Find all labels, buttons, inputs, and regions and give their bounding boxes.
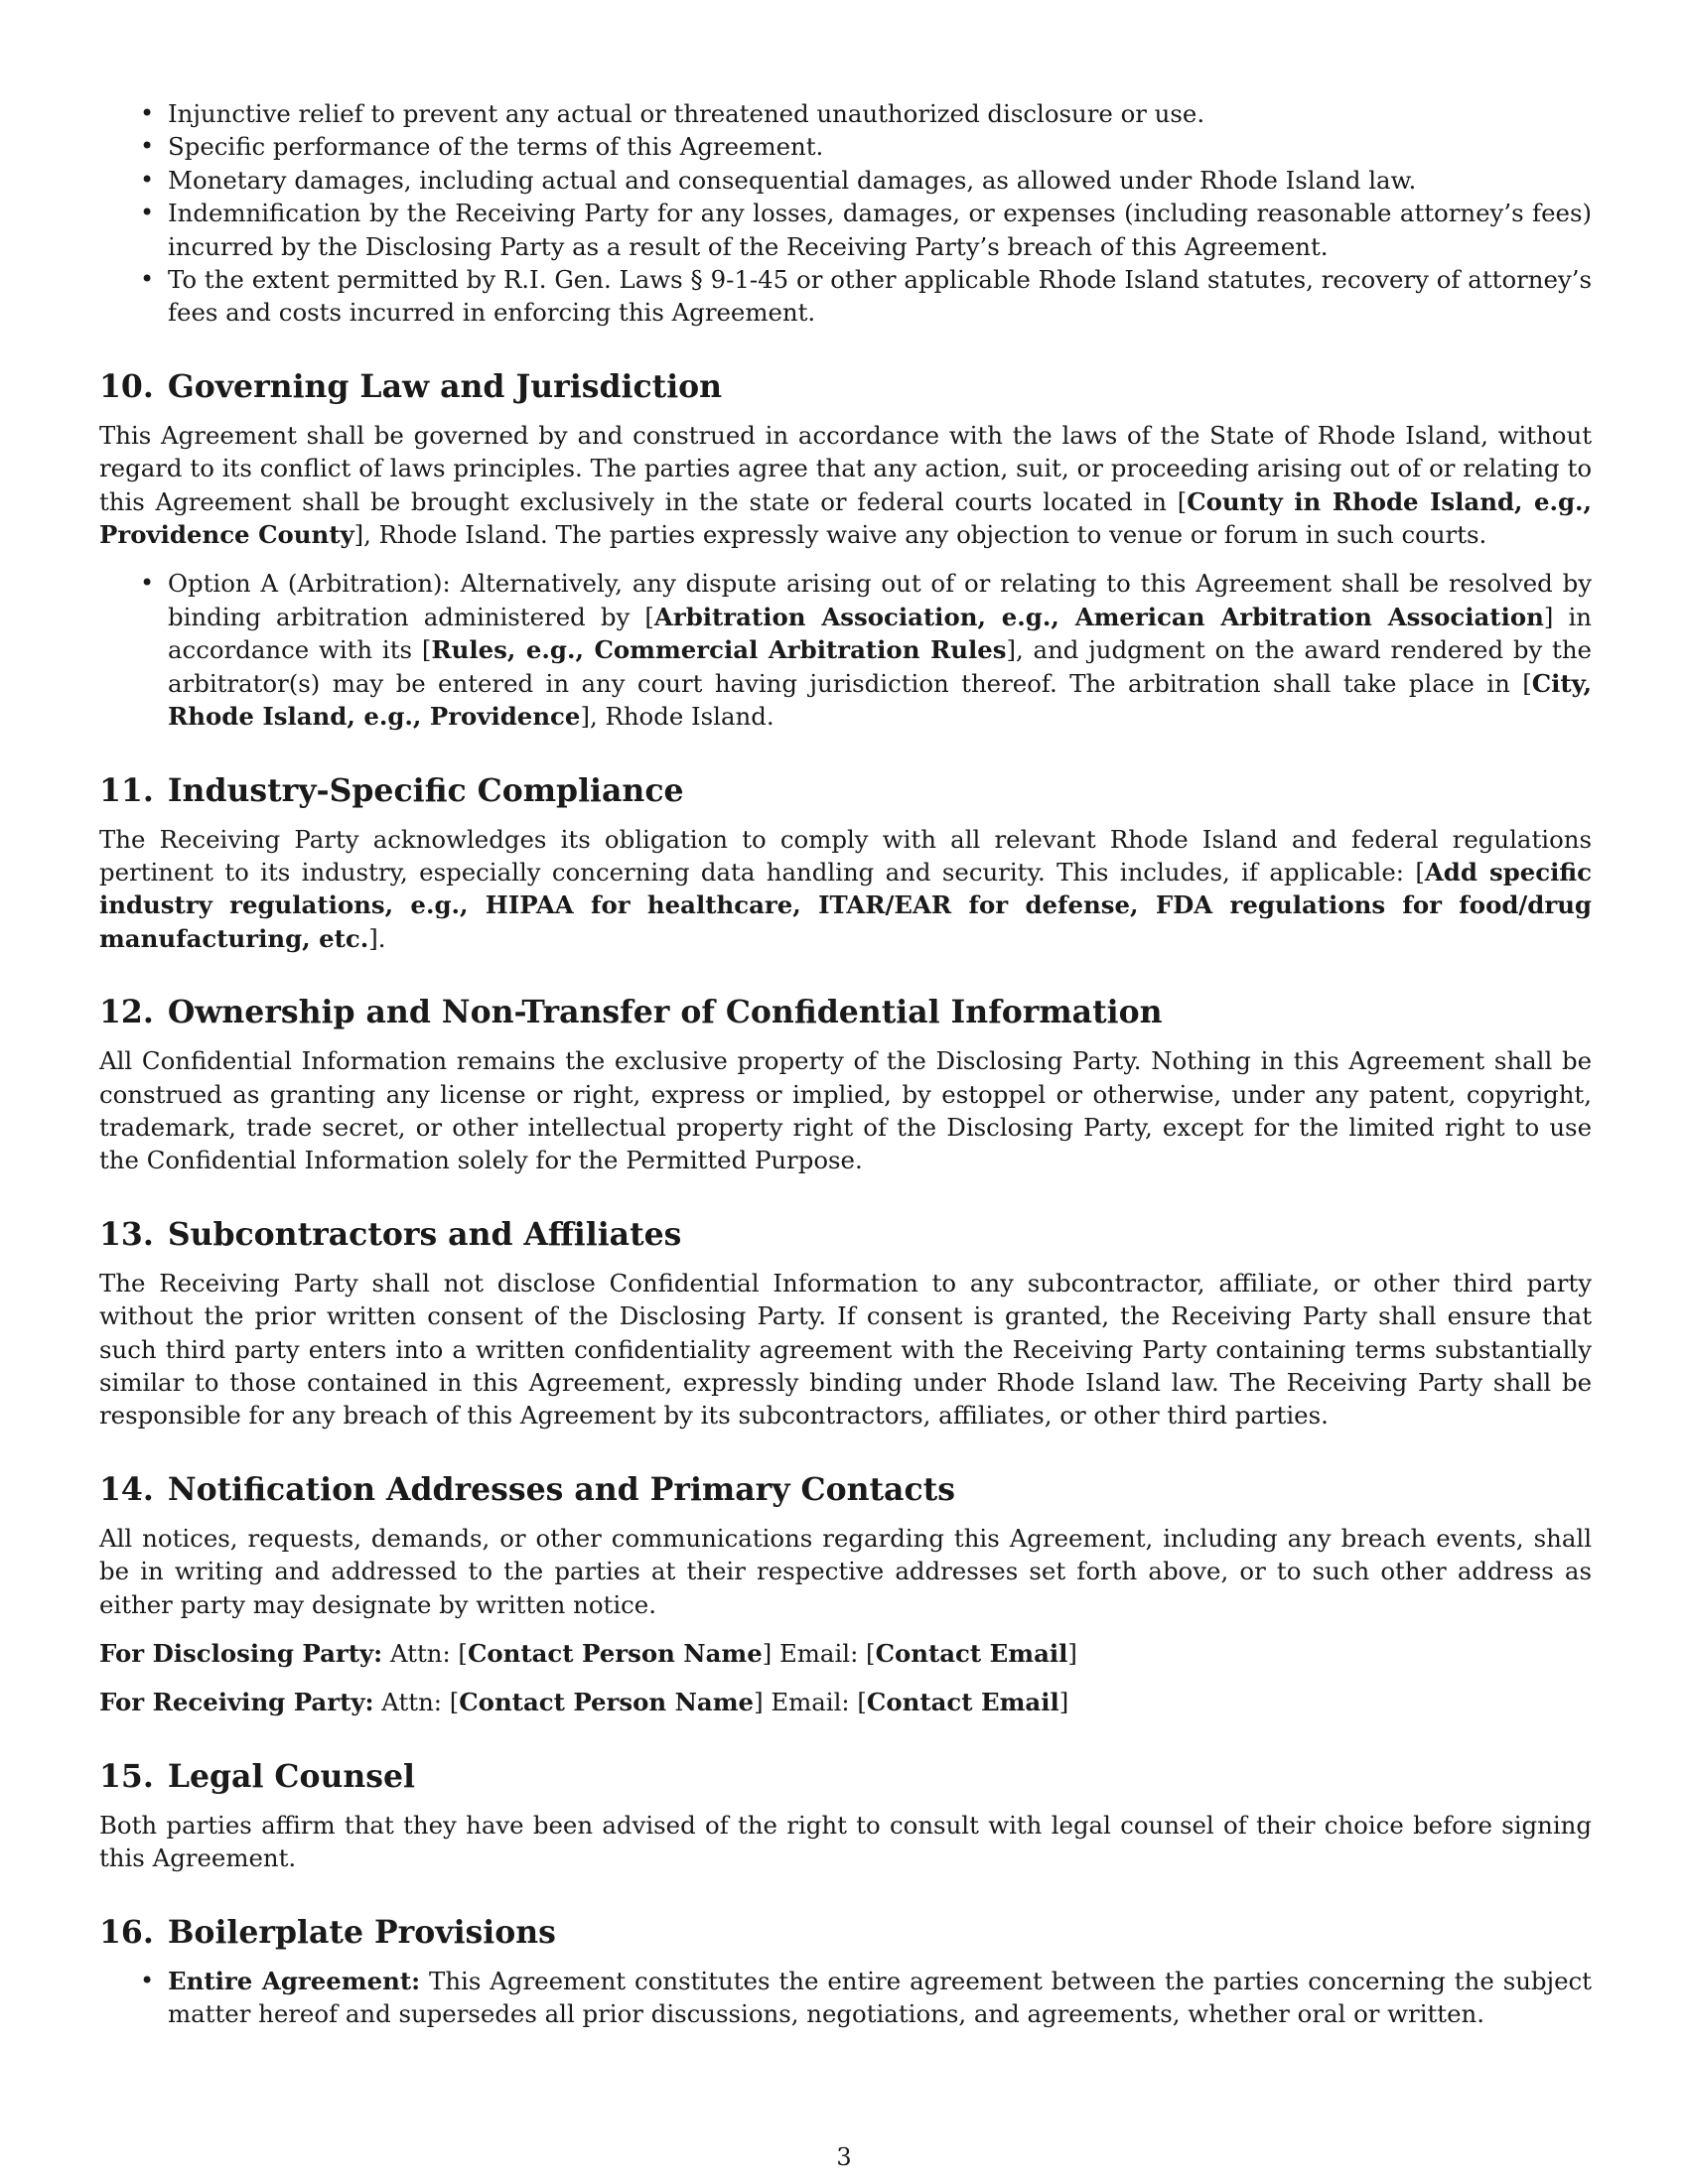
list-item [99, 1965, 1592, 2031]
text-run: ]. [368, 923, 386, 953]
list-item: • Specific performance of the terms of this Agreement. [99, 130, 1592, 163]
section-title: Governing Law and Jurisdiction [167, 367, 723, 405]
placeholder-contact-email: Contact Email [866, 1688, 1059, 1717]
text-run: The Receiving Party acknowledges its obligation to comply with all relevant Rhode Island and federal regulations pertinent to its industry, especially concerning data handling and security. This includes, if applicable: [ [99, 824, 1592, 887]
section-title: Ownership and Non-Transfer of Confidential Information [167, 994, 1163, 1031]
governing-law-paragraph [99, 419, 1592, 552]
text-run: This Agreement constitutes the entire agreement between the parties concerning the subject matter hereof and supersedes all prior discussions, negotiations, and agreements, whether oral or written. [168, 1966, 1592, 2029]
text-run: ], Rhode Island. The parties expressly waive any objection to venue or forum in such courts. [353, 520, 1487, 550]
list-item: • Monetary damages, including actual and consequential damages, as allowed under Rhode Island law. [99, 164, 1592, 197]
list-item: • To the extent permitted by R.I. Gen. Laws § 9-1-45 or other applicable Rhode Island statutes, recovery of attorney’s fees and costs incurred in enforcing this Agreement. [99, 263, 1592, 330]
legal-counsel-paragraph: Both parties affirm that they have been advised of the right to consult with legal counsel of their choice before signing this Agreement. [99, 1810, 1592, 1873]
section-title: Boilerplate Provisions [167, 1913, 556, 1951]
section-heading-11 [99, 771, 1592, 811]
placeholder-industry-regulations: Add specific industry regulations, e.g., HIPAA for healthcare, ITAR/EAR for defense, FDA regulations for food/drug manufacturing, etc. [99, 857, 1593, 953]
section-title: Notification Addresses and Primary Contacts [167, 1470, 955, 1508]
placeholder-contact-email: Contact Email [875, 1639, 1068, 1668]
placeholder-county: County in Rhode Island, e.g., Providence County [99, 486, 1593, 550]
subcontractors-paragraph: The Receiving Party shall not disclose Confidential Information to any subcontractor, affiliate, or other third party without the prior written consent of the Disclosing Party. If consent is granted, the Receiving Party shall ensure that such third party enters into a written confidentiality agreement with the Receiving Party containing terms substantially similar to those contained in this Agreement, expressly binding under Rhode Island law. The Receiving Party shall be responsible for any breach of this Agreement by its subcontractors, affiliates, or other third parties. [99, 1268, 1592, 1431]
section-heading-16 [99, 1913, 1592, 1953]
ownership-paragraph: All Confidential Information remains the exclusive property of the Disclosing Party. Nothing in this Agreement shall be construed as granting any license or right, express or implied, by estoppel or otherwise, under any patent, copyright, trademark, trade secret, or other intellectual property right of the Disclosing Party, except for the limited right to use the Confidential Information solely for the Permitted Purpose. [99, 1046, 1592, 1175]
section-number: 11. [99, 771, 154, 809]
section-number: 15. [99, 1757, 154, 1795]
placeholder-rules: Rules, e.g., Commercial Arbitration Rules [431, 635, 1007, 665]
text-run: ], and judgment on the award rendered by the arbitrator(s) may be entered in any court having jurisdiction thereof. The arbitration shall take place in [ [168, 635, 1592, 698]
text-run: ] Email: [ [754, 1688, 867, 1717]
compliance-paragraph [99, 823, 1592, 956]
section-heading-14 [99, 1470, 1592, 1510]
section-title: Industry-Specific Compliance [167, 771, 684, 809]
list-item [99, 567, 1592, 733]
list-item: • Injunctive relief to prevent any actual or threatened unauthorized disclosure or use. [99, 97, 1592, 130]
placeholder-contact-name: Contact Person Name [459, 1688, 755, 1717]
receiving-party-contact [99, 1686, 1592, 1718]
placeholder-city: City, Rhode Island, e.g., Providence [168, 668, 1592, 732]
text-run: Attn: [ [381, 1688, 460, 1717]
section-heading-12 [99, 993, 1592, 1032]
text-run: ] [1067, 1639, 1077, 1668]
section-number: 14. [99, 1470, 154, 1508]
text-run: ], Rhode Island. [580, 702, 774, 732]
arbitration-option-list [99, 567, 1592, 733]
section-number: 16. [99, 1913, 154, 1951]
list-item: • Indemnification by the Receiving Party for any losses, damages, or expenses (including reasonable attorney’s fees) incurred by the Disclosing Party as a result of the Receiving Party’s breach of this Agreement. [99, 197, 1592, 263]
disclosing-party-contact [99, 1637, 1592, 1670]
section-number: 13. [99, 1215, 154, 1253]
boilerplate-list [99, 1965, 1592, 2031]
text-run: This Agreement shall be governed by and construed in accordance with the laws of the State of Rhode Island, without regard to its conflict of laws principles. The parties agree that any action, suit, or proceeding arising out of or relating to this Agreement shall be brought exclusively in the state or federal courts located in [ [99, 420, 1592, 516]
section-number: 10. [99, 367, 154, 405]
placeholder-arbitration-association: Arbitration Association, e.g., American Arbitration Association [653, 602, 1544, 631]
text-run: ] Email: [ [762, 1639, 876, 1668]
text-run: ] [1058, 1688, 1069, 1717]
text-run: Option A (Arbitration): Alternatively, any dispute arising out of or relating to this Agreement shall be resolved by binding arbitration administered by [ [168, 569, 1592, 631]
placeholder-contact-name: Contact Person Name [467, 1639, 763, 1668]
section-heading-13 [99, 1215, 1592, 1255]
section-heading-10 [99, 367, 1592, 407]
section-title: Subcontractors and Affiliates [167, 1215, 682, 1253]
page-number: 3 [836, 2143, 852, 2171]
section-heading-15 [99, 1757, 1592, 1797]
entire-agreement-label: Entire Agreement: [168, 1966, 421, 1995]
text-run: Attn: [ [389, 1639, 468, 1668]
section-number: 12. [99, 994, 154, 1031]
contact-label: For Receiving Party: [99, 1688, 374, 1717]
notification-paragraph: All notices, requests, demands, or other communications regarding this Agreement, including any breach events, shall be in writing and addressed to the parties at their respective addresses set forth above, or to such other address as either party may designate by written notice. [99, 1523, 1592, 1619]
section-title: Legal Counsel [167, 1757, 415, 1795]
contact-label: For Disclosing Party: [99, 1639, 383, 1668]
remedies-list [99, 97, 1592, 330]
text-run: ] in accordance with its [ [168, 602, 1592, 665]
